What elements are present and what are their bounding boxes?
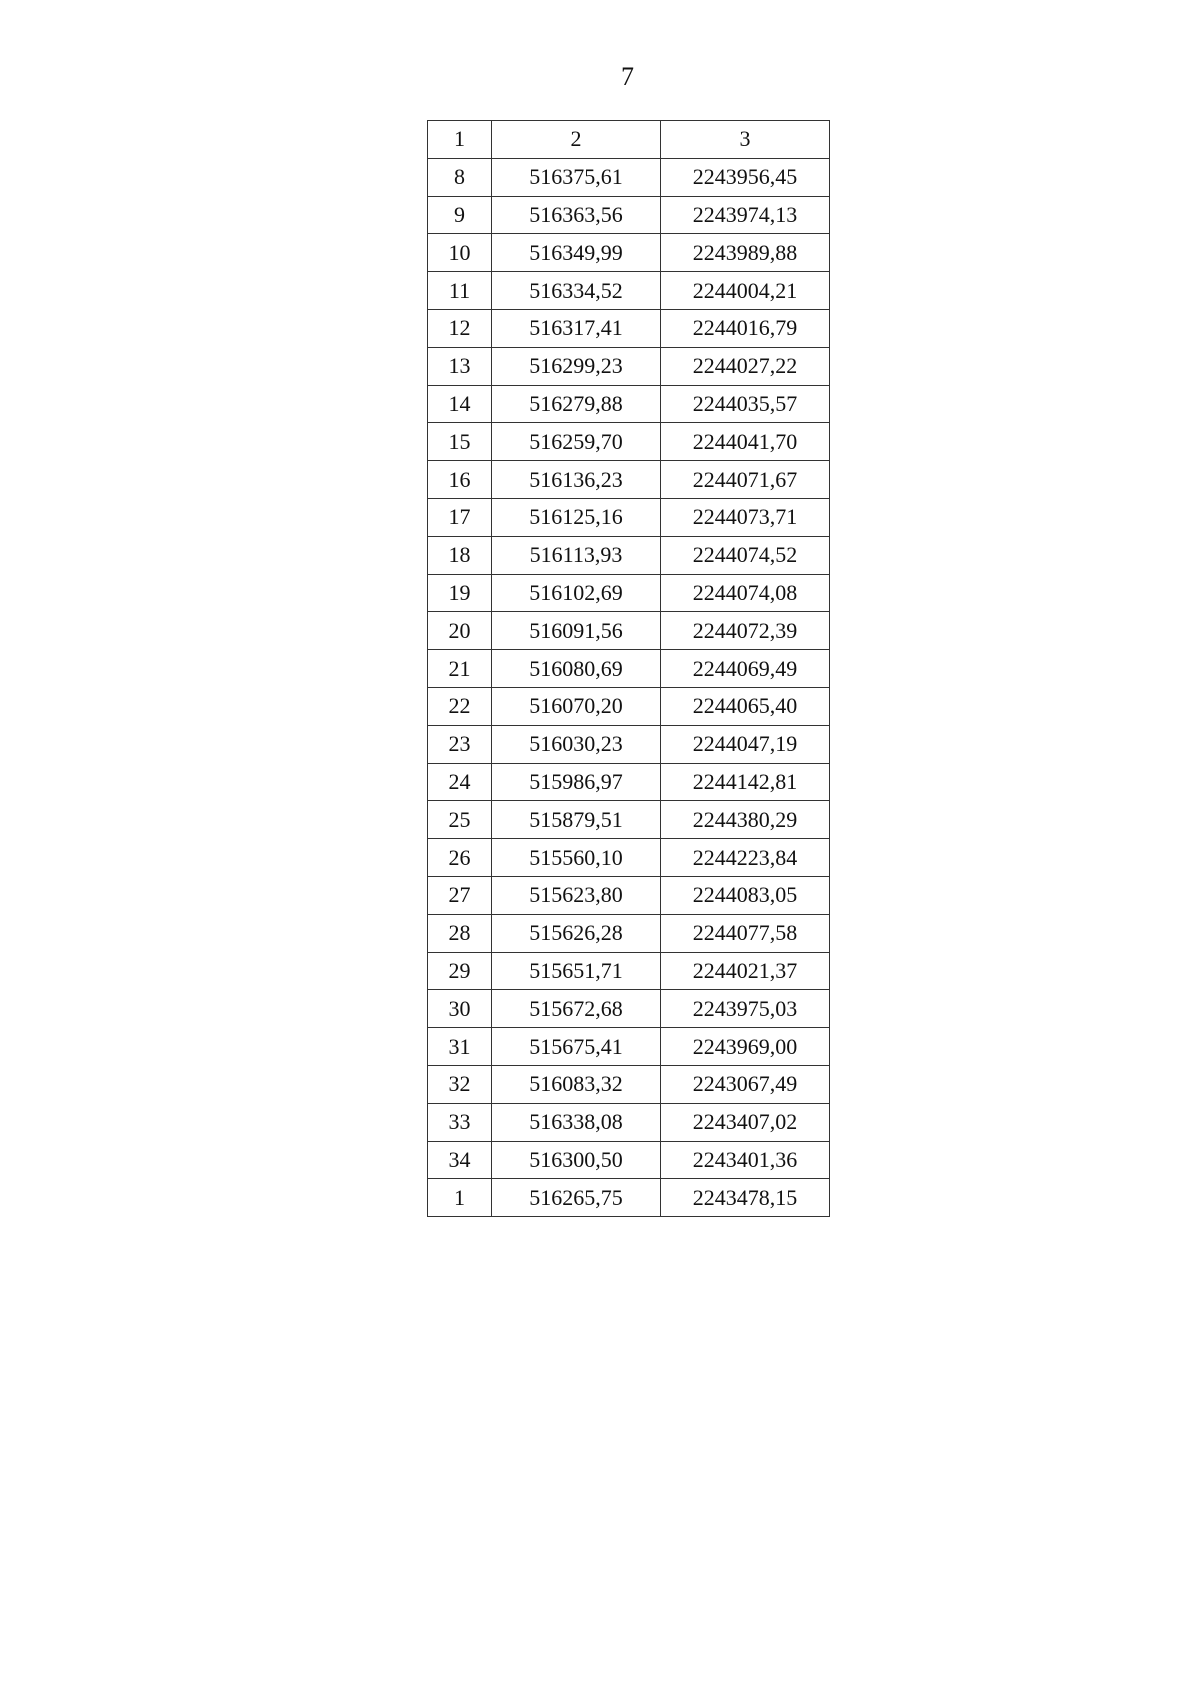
y-coordinate-cell: 2244027,22 [661, 347, 830, 385]
x-coordinate-cell: 515560,10 [492, 839, 661, 877]
x-coordinate-cell: 516113,93 [492, 536, 661, 574]
point-number-cell: 8 [428, 158, 492, 196]
x-coordinate-cell: 515651,71 [492, 952, 661, 990]
x-coordinate-cell: 516299,23 [492, 347, 661, 385]
x-coordinate-cell: 516338,08 [492, 1103, 661, 1141]
y-coordinate-cell: 2244380,29 [661, 801, 830, 839]
y-coordinate-cell: 2244083,05 [661, 876, 830, 914]
table-row [428, 650, 830, 688]
point-number-cell: 31 [428, 1028, 492, 1066]
table-row [428, 309, 830, 347]
point-number-cell: 1 [428, 1179, 492, 1217]
point-number-cell: 24 [428, 763, 492, 801]
y-coordinate-cell: 2244035,57 [661, 385, 830, 423]
header-cell-2: 2 [492, 121, 661, 159]
x-coordinate-cell: 515623,80 [492, 876, 661, 914]
x-coordinate-cell: 516091,56 [492, 612, 661, 650]
y-coordinate-cell: 2244074,08 [661, 574, 830, 612]
x-coordinate-cell: 516080,69 [492, 650, 661, 688]
table-row [428, 272, 830, 310]
point-number-cell: 15 [428, 423, 492, 461]
table-row [428, 196, 830, 234]
table-body [428, 158, 830, 1216]
table-row [428, 498, 830, 536]
table-row [428, 574, 830, 612]
point-number-cell: 18 [428, 536, 492, 574]
table-row [428, 990, 830, 1028]
header-cell-3: 3 [661, 121, 830, 159]
x-coordinate-cell: 516349,99 [492, 234, 661, 272]
point-number-cell: 12 [428, 309, 492, 347]
x-coordinate-cell: 516375,61 [492, 158, 661, 196]
y-coordinate-cell: 2244069,49 [661, 650, 830, 688]
y-coordinate-cell: 2243989,88 [661, 234, 830, 272]
point-number-cell: 21 [428, 650, 492, 688]
point-number-cell: 11 [428, 272, 492, 310]
x-coordinate-cell: 516259,70 [492, 423, 661, 461]
point-number-cell: 23 [428, 725, 492, 763]
table-row [428, 1065, 830, 1103]
point-number-cell: 34 [428, 1141, 492, 1179]
table-row [428, 687, 830, 725]
y-coordinate-cell: 2243401,36 [661, 1141, 830, 1179]
y-coordinate-cell: 2244047,19 [661, 725, 830, 763]
x-coordinate-cell: 516300,50 [492, 1141, 661, 1179]
y-coordinate-cell: 2243975,03 [661, 990, 830, 1028]
point-number-cell: 20 [428, 612, 492, 650]
table-header [428, 121, 830, 159]
table-row [428, 839, 830, 877]
x-coordinate-cell: 516265,75 [492, 1179, 661, 1217]
point-number-cell: 9 [428, 196, 492, 234]
x-coordinate-cell: 516363,56 [492, 196, 661, 234]
y-coordinate-cell: 2243969,00 [661, 1028, 830, 1066]
table-row [428, 1103, 830, 1141]
table-row [428, 801, 830, 839]
point-number-cell: 26 [428, 839, 492, 877]
coordinates-table [427, 120, 830, 1217]
y-coordinate-cell: 2243478,15 [661, 1179, 830, 1217]
point-number-cell: 10 [428, 234, 492, 272]
table-row [428, 725, 830, 763]
point-number-cell: 22 [428, 687, 492, 725]
point-number-cell: 25 [428, 801, 492, 839]
x-coordinate-cell: 515986,97 [492, 763, 661, 801]
x-coordinate-cell: 516070,20 [492, 687, 661, 725]
y-coordinate-cell: 2243974,13 [661, 196, 830, 234]
point-number-cell: 17 [428, 498, 492, 536]
table-row [428, 1179, 830, 1217]
table-row [428, 234, 830, 272]
point-number-cell: 32 [428, 1065, 492, 1103]
table-row [428, 876, 830, 914]
table-row [428, 1028, 830, 1066]
y-coordinate-cell: 2244021,37 [661, 952, 830, 990]
y-coordinate-cell: 2244077,58 [661, 914, 830, 952]
point-number-cell: 29 [428, 952, 492, 990]
y-coordinate-cell: 2244016,79 [661, 309, 830, 347]
x-coordinate-cell: 515672,68 [492, 990, 661, 1028]
y-coordinate-cell: 2244072,39 [661, 612, 830, 650]
table-row [428, 158, 830, 196]
header-cell-1: 1 [428, 121, 492, 159]
table-row [428, 763, 830, 801]
y-coordinate-cell: 2244004,21 [661, 272, 830, 310]
x-coordinate-cell: 515626,28 [492, 914, 661, 952]
point-number-cell: 14 [428, 385, 492, 423]
table-row [428, 1141, 830, 1179]
point-number-cell: 33 [428, 1103, 492, 1141]
y-coordinate-cell: 2243407,02 [661, 1103, 830, 1141]
x-coordinate-cell: 515675,41 [492, 1028, 661, 1066]
table-row [428, 914, 830, 952]
y-coordinate-cell: 2244073,71 [661, 498, 830, 536]
point-number-cell: 13 [428, 347, 492, 385]
y-coordinate-cell: 2244071,67 [661, 461, 830, 499]
x-coordinate-cell: 516279,88 [492, 385, 661, 423]
point-number-cell: 28 [428, 914, 492, 952]
x-coordinate-cell: 516136,23 [492, 461, 661, 499]
x-coordinate-cell: 516317,41 [492, 309, 661, 347]
y-coordinate-cell: 2243956,45 [661, 158, 830, 196]
point-number-cell: 19 [428, 574, 492, 612]
y-coordinate-cell: 2244223,84 [661, 839, 830, 877]
y-coordinate-cell: 2244041,70 [661, 423, 830, 461]
x-coordinate-cell: 516083,32 [492, 1065, 661, 1103]
y-coordinate-cell: 2244065,40 [661, 687, 830, 725]
table-row [428, 536, 830, 574]
table-row [428, 423, 830, 461]
point-number-cell: 27 [428, 876, 492, 914]
point-number-cell: 30 [428, 990, 492, 1028]
table-row [428, 385, 830, 423]
y-coordinate-cell: 2244142,81 [661, 763, 830, 801]
x-coordinate-cell: 516030,23 [492, 725, 661, 763]
x-coordinate-cell: 515879,51 [492, 801, 661, 839]
table-row [428, 952, 830, 990]
table-row [428, 612, 830, 650]
point-number-cell: 16 [428, 461, 492, 499]
y-coordinate-cell: 2243067,49 [661, 1065, 830, 1103]
x-coordinate-cell: 516102,69 [492, 574, 661, 612]
table-row [428, 461, 830, 499]
page-number: 7 [621, 62, 634, 91]
x-coordinate-cell: 516334,52 [492, 272, 661, 310]
table-header-row [428, 121, 830, 159]
table-row [428, 347, 830, 385]
y-coordinate-cell: 2244074,52 [661, 536, 830, 574]
x-coordinate-cell: 516125,16 [492, 498, 661, 536]
